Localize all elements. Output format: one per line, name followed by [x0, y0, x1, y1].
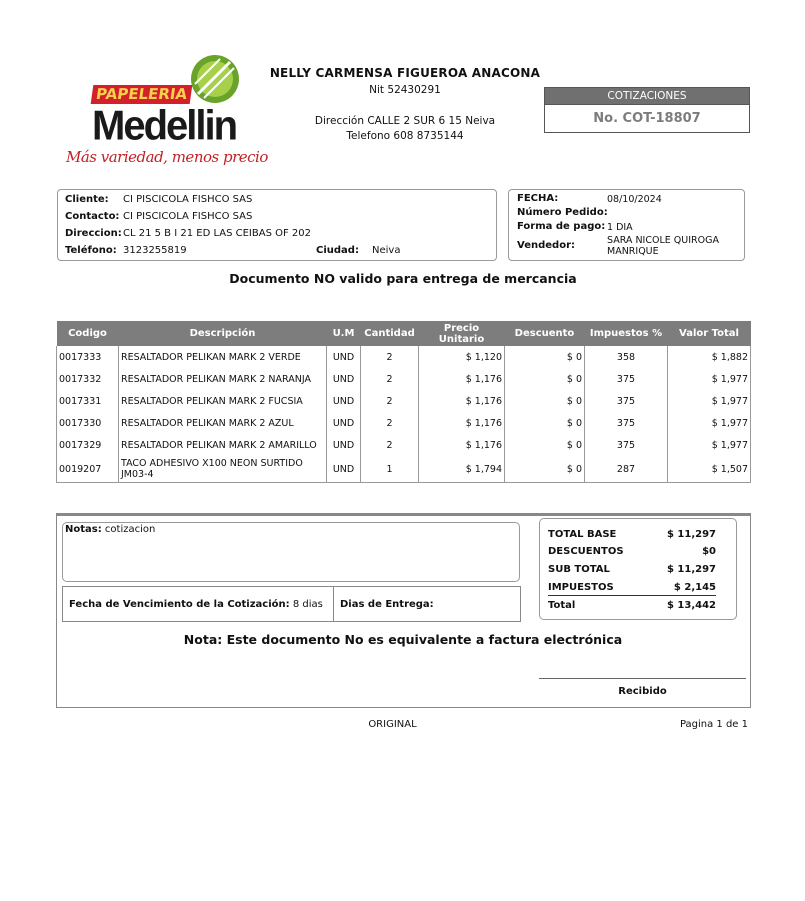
cell-total: $ 1,977	[668, 390, 751, 412]
cell-precio: $ 1,176	[419, 434, 505, 456]
total-base-value: $ 11,297	[666, 529, 716, 540]
col-precio: Precio Unitario	[419, 321, 505, 346]
city-label: Ciudad:	[316, 245, 359, 256]
cell-precio: $ 1,176	[419, 412, 505, 434]
quote-header: COTIZACIONES	[545, 88, 749, 105]
notes-text: cotizacion	[104, 524, 156, 535]
cell-cantidad: 2	[361, 412, 419, 434]
city-value: Neiva	[372, 245, 401, 256]
col-total: Valor Total	[668, 321, 751, 346]
taxes-label: IMPUESTOS	[548, 582, 614, 593]
expiration-value: 8 dias	[292, 599, 323, 610]
order-number-label: Número Pedido:	[517, 207, 608, 218]
quote-number: No. COT-18807	[593, 111, 701, 126]
notes-label: Notas:	[65, 524, 102, 535]
grand-total-value: $ 13,442	[666, 600, 716, 611]
cell-impuestos: 287	[585, 456, 668, 483]
address-row	[65, 228, 311, 239]
company-contact	[300, 114, 510, 144]
address-label: Direccion:	[65, 228, 122, 239]
client-row	[65, 194, 253, 205]
cell-descuento: $ 0	[505, 346, 585, 368]
cell-impuestos: 375	[585, 412, 668, 434]
quote-number-box	[544, 87, 750, 133]
cell-cantidad: 2	[361, 368, 419, 390]
taxes-value: $ 2,145	[673, 582, 716, 593]
payment-label: Forma de pago:	[517, 221, 606, 232]
cell-total: $ 1,507	[668, 456, 751, 483]
seller-value-line1: SARA NICOLE QUIROGA	[607, 235, 719, 246]
cell-um: UND	[327, 434, 361, 456]
table-row	[57, 346, 751, 368]
table-row	[57, 390, 751, 412]
company-logo	[58, 52, 268, 174]
address-value: CL 21 5 B I 21 ED LAS CEIBAS OF 202	[123, 228, 311, 239]
cell-um: UND	[327, 456, 361, 483]
cell-cantidad: 2	[361, 390, 419, 412]
delivery-days-box	[333, 586, 521, 622]
cell-desc: RESALTADOR PELIKAN MARK 2 VERDE	[119, 346, 327, 368]
cell-desc: RESALTADOR PELIKAN MARK 2 NARANJA	[119, 368, 327, 390]
date-value: 08/10/2024	[607, 194, 662, 205]
cell-um: UND	[327, 346, 361, 368]
notes-box	[62, 522, 520, 582]
cell-cantidad: 1	[361, 456, 419, 483]
cell-codigo: 0017329	[57, 434, 119, 456]
cell-cantidad: 2	[361, 434, 419, 456]
client-info-box	[57, 189, 497, 261]
cell-desc: RESALTADOR PELIKAN MARK 2 AMARILLO	[119, 434, 327, 456]
validity-notice: Documento NO valido para entrega de mercancia	[229, 271, 577, 286]
cell-total: $ 1,977	[668, 368, 751, 390]
table-row	[57, 412, 751, 434]
phone-label: Teléfono:	[65, 245, 117, 256]
company-header	[260, 66, 550, 96]
received-label: Recibido	[618, 686, 667, 697]
phone-value: 3123255819	[123, 245, 187, 256]
cell-precio: $ 1,120	[419, 346, 505, 368]
contact-label: Contacto:	[65, 211, 120, 222]
cell-precio: $ 1,794	[419, 456, 505, 483]
cell-desc: RESALTADOR PELIKAN MARK 2 FUCSIA	[119, 390, 327, 412]
cell-total: $ 1,977	[668, 412, 751, 434]
table-row	[57, 368, 751, 390]
legal-note: Nota: Este documento No es equivalente a factura electrónica	[183, 632, 623, 647]
cell-descuento: $ 0	[505, 368, 585, 390]
payment-value: 1 DIA	[607, 222, 633, 233]
company-phone: Telefono 608 8735144	[346, 130, 464, 142]
cell-codigo: 0017333	[57, 346, 119, 368]
cell-precio: $ 1,176	[419, 368, 505, 390]
cell-desc: TACO ADHESIVO X100 NEON SURTIDO JM03-4	[119, 456, 327, 483]
client-value: CI PISCICOLA FISHCO SAS	[123, 194, 253, 205]
totals-box	[539, 518, 737, 620]
cell-impuestos: 375	[585, 368, 668, 390]
company-name: NELLY CARMENSA FIGUEROA ANACONA	[269, 66, 541, 80]
cell-um: UND	[327, 368, 361, 390]
cell-descuento: $ 0	[505, 456, 585, 483]
logo-brand-main: Medellin	[92, 102, 237, 150]
cell-codigo: 0019207	[57, 456, 119, 483]
contact-value: CI PISCICOLA FISHCO SAS	[123, 211, 253, 222]
cell-impuestos: 375	[585, 390, 668, 412]
col-um: U.M	[327, 321, 361, 346]
seller-label: Vendedor:	[517, 240, 575, 251]
cell-precio: $ 1,176	[419, 390, 505, 412]
cell-impuestos: 375	[585, 434, 668, 456]
seller-value-line2: MANRIQUE	[607, 246, 659, 257]
cell-total: $ 1,977	[668, 434, 751, 456]
cell-descuento: $ 0	[505, 390, 585, 412]
discounts-value: $0	[702, 546, 716, 557]
contact-row	[65, 211, 253, 222]
col-descuento: Descuento	[505, 321, 585, 346]
cell-desc: RESALTADOR PELIKAN MARK 2 AZUL	[119, 412, 327, 434]
col-codigo: Codigo	[57, 321, 119, 346]
cell-um: UND	[327, 412, 361, 434]
cell-total: $ 1,882	[668, 346, 751, 368]
items-table	[56, 321, 751, 483]
client-label: Cliente:	[65, 194, 109, 205]
cell-codigo: 0017330	[57, 412, 119, 434]
taxes-row	[548, 582, 716, 596]
cell-cantidad: 2	[361, 346, 419, 368]
cell-descuento: $ 0	[505, 434, 585, 456]
subtotal-label: SUB TOTAL	[548, 564, 610, 575]
table-row	[57, 434, 751, 456]
copy-label: ORIGINAL	[368, 719, 417, 730]
expiration-box	[62, 586, 334, 622]
expiration-label: Fecha de Vencimiento de la Cotización:	[69, 599, 290, 610]
phone-row	[65, 245, 187, 256]
page-number: Pagina 1 de 1	[679, 719, 748, 730]
grand-total-label: Total	[548, 600, 576, 611]
signature-line	[539, 678, 746, 679]
cell-um: UND	[327, 390, 361, 412]
discounts-label: DESCUENTOS	[548, 546, 624, 557]
subtotal-value: $ 11,297	[666, 564, 716, 575]
company-nit: Nit 52430291	[369, 84, 441, 96]
cell-codigo: 0017332	[57, 368, 119, 390]
col-impuestos: Impuestos %	[585, 321, 668, 346]
cell-codigo: 0017331	[57, 390, 119, 412]
order-info-box	[508, 189, 745, 261]
cell-descuento: $ 0	[505, 412, 585, 434]
leaf-icon	[190, 54, 240, 104]
city-row	[316, 245, 401, 256]
col-descripcion: Descripción	[119, 321, 327, 346]
table-row	[57, 456, 751, 483]
delivery-days-label: Dias de Entrega:	[340, 599, 434, 610]
table-header-row	[57, 321, 751, 346]
cell-impuestos: 358	[585, 346, 668, 368]
total-base-label: TOTAL BASE	[548, 529, 617, 540]
logo-slogan: Más variedad, menos precio	[66, 148, 268, 166]
date-label: FECHA:	[517, 193, 559, 204]
company-address: Dirección CALLE 2 SUR 6 15 Neiva	[314, 115, 496, 127]
logo-brand-top: PAPELERIA	[91, 85, 193, 104]
col-cantidad: Cantidad	[361, 321, 419, 346]
